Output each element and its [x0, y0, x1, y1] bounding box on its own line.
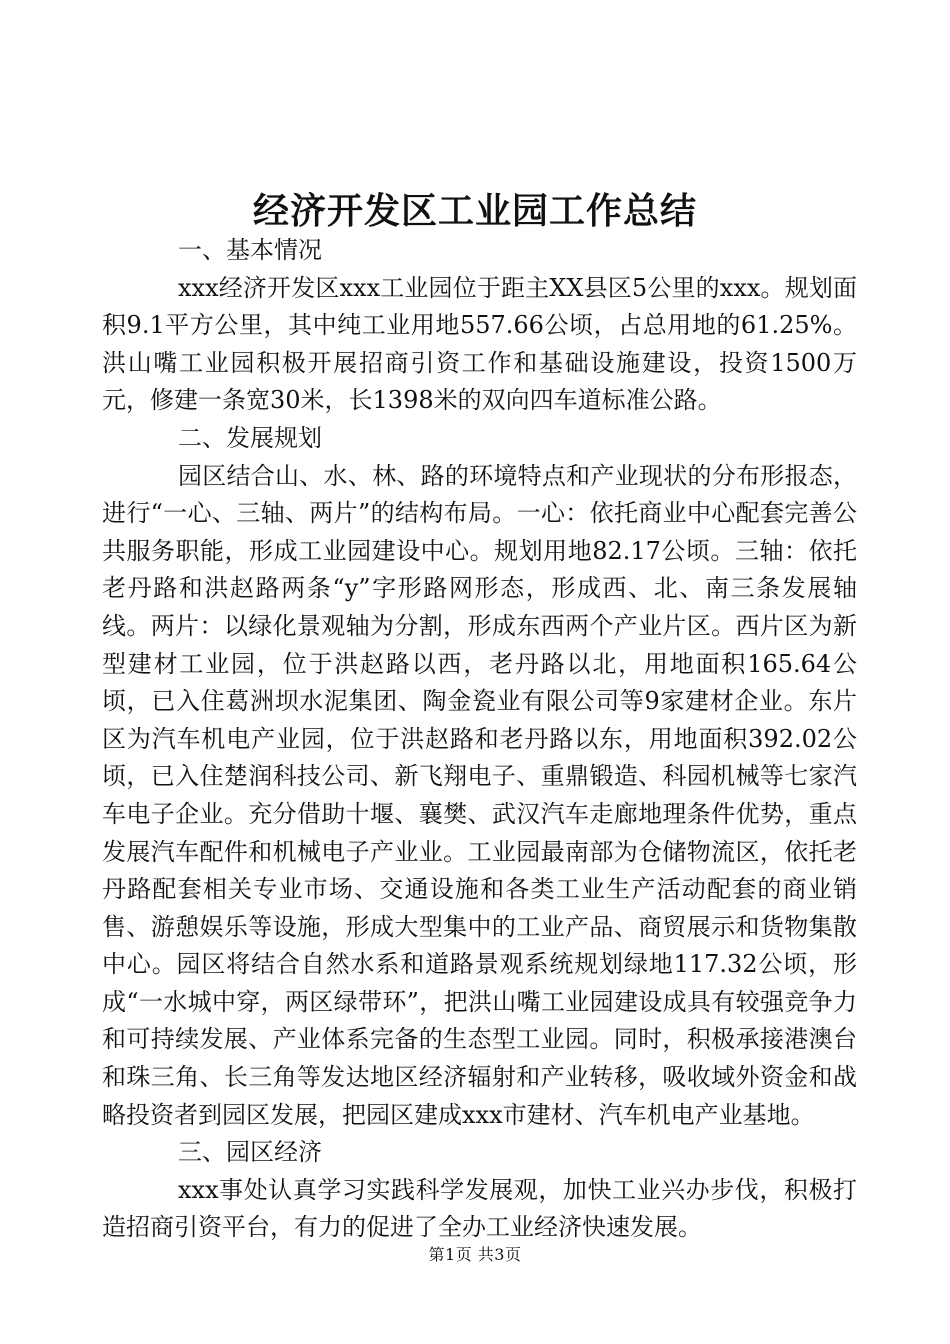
section-heading-development-plan: 二、发展规划: [178, 423, 322, 452]
section-heading-park-economy: 三、园区经济: [178, 1138, 322, 1167]
page-footer: 第1页 共3页: [428, 1245, 522, 1264]
section-paragraph-park-economy: xxx事处认真学习实践科学发展观，加快工业兴办步伐，积极打造招商引资平台，有力的促进了全办工业经济快速发展。: [102, 1175, 857, 1242]
document-title: 经济开发区工业园工作总结: [252, 190, 697, 232]
section-heading-basic-info: 一、基本情况: [178, 236, 322, 264]
document-body: [102, 232, 857, 1247]
section-paragraph-basic-info: xxx经济开发区xxx工业园位于距主XX县区5公里的xxx。规划面积9.1平方公里，其中纯工业用地557.66公顷，占总用地的61.25%。洪山嘴工业园积极开展招商引资工作和基础设施建设，投资1500万元，修建一条宽30米，长1398米的双向四车道标准公路。: [102, 273, 857, 415]
section-paragraph-development-plan: 园区结合山、水、林、路的环境特点和产业现状的分布形报态，进行“一心、三轴、两片”的结构布局。一心：依托商业中心配套完善公共服务职能，形成工业园建设中心。规划用地82.17公顷。三轴：依托老丹路和洪赵路两条“y”字形路网形态，形成西、北、南三条发展轴线。两片：以绿化景观轴为分割，形成东西两个产业片区。西片区为新型建材工业园，位于洪赵路以西，老丹路以北，用地面积165.64公顷，已入住葛洲坝水泥集团、陶金瓷业有限公司等9家建材企业。东片区为汽车机电产业园，位于洪赵路和老丹路以东，用地面积392.02公顷，已入住楚润科技公司、新飞翔电子、重鼎锻造、科园机械等七家汽车电子企业。充分借助十堰、襄樊、武汉汽车走廊地理条件优势，重点发展汽车配件和机械电子产业业。工业园最南部为仓储物流区，依托老丹路配套相关专业市场、交通设施和各类工业生产活动配套的商业销售、游憩娱乐等设施，形成大型集中的工业产品、商贸展示和货物集散中心。园区将结合自然水系和道路景观系统规划绿地117.32公顷，形成“一水城中穿，两区绿带环”，把洪山嘴工业园建设成具有较强竞争力和可持续发展、产业体系完备的生态型工业园。同时，积极承接港澳台和珠三角、长三角等发达地区经济辐射和产业转移，吸收域外资金和战略投资者到园区发展，把园区建成xxx市建材、汽车机电产业基地。: [102, 461, 857, 1129]
